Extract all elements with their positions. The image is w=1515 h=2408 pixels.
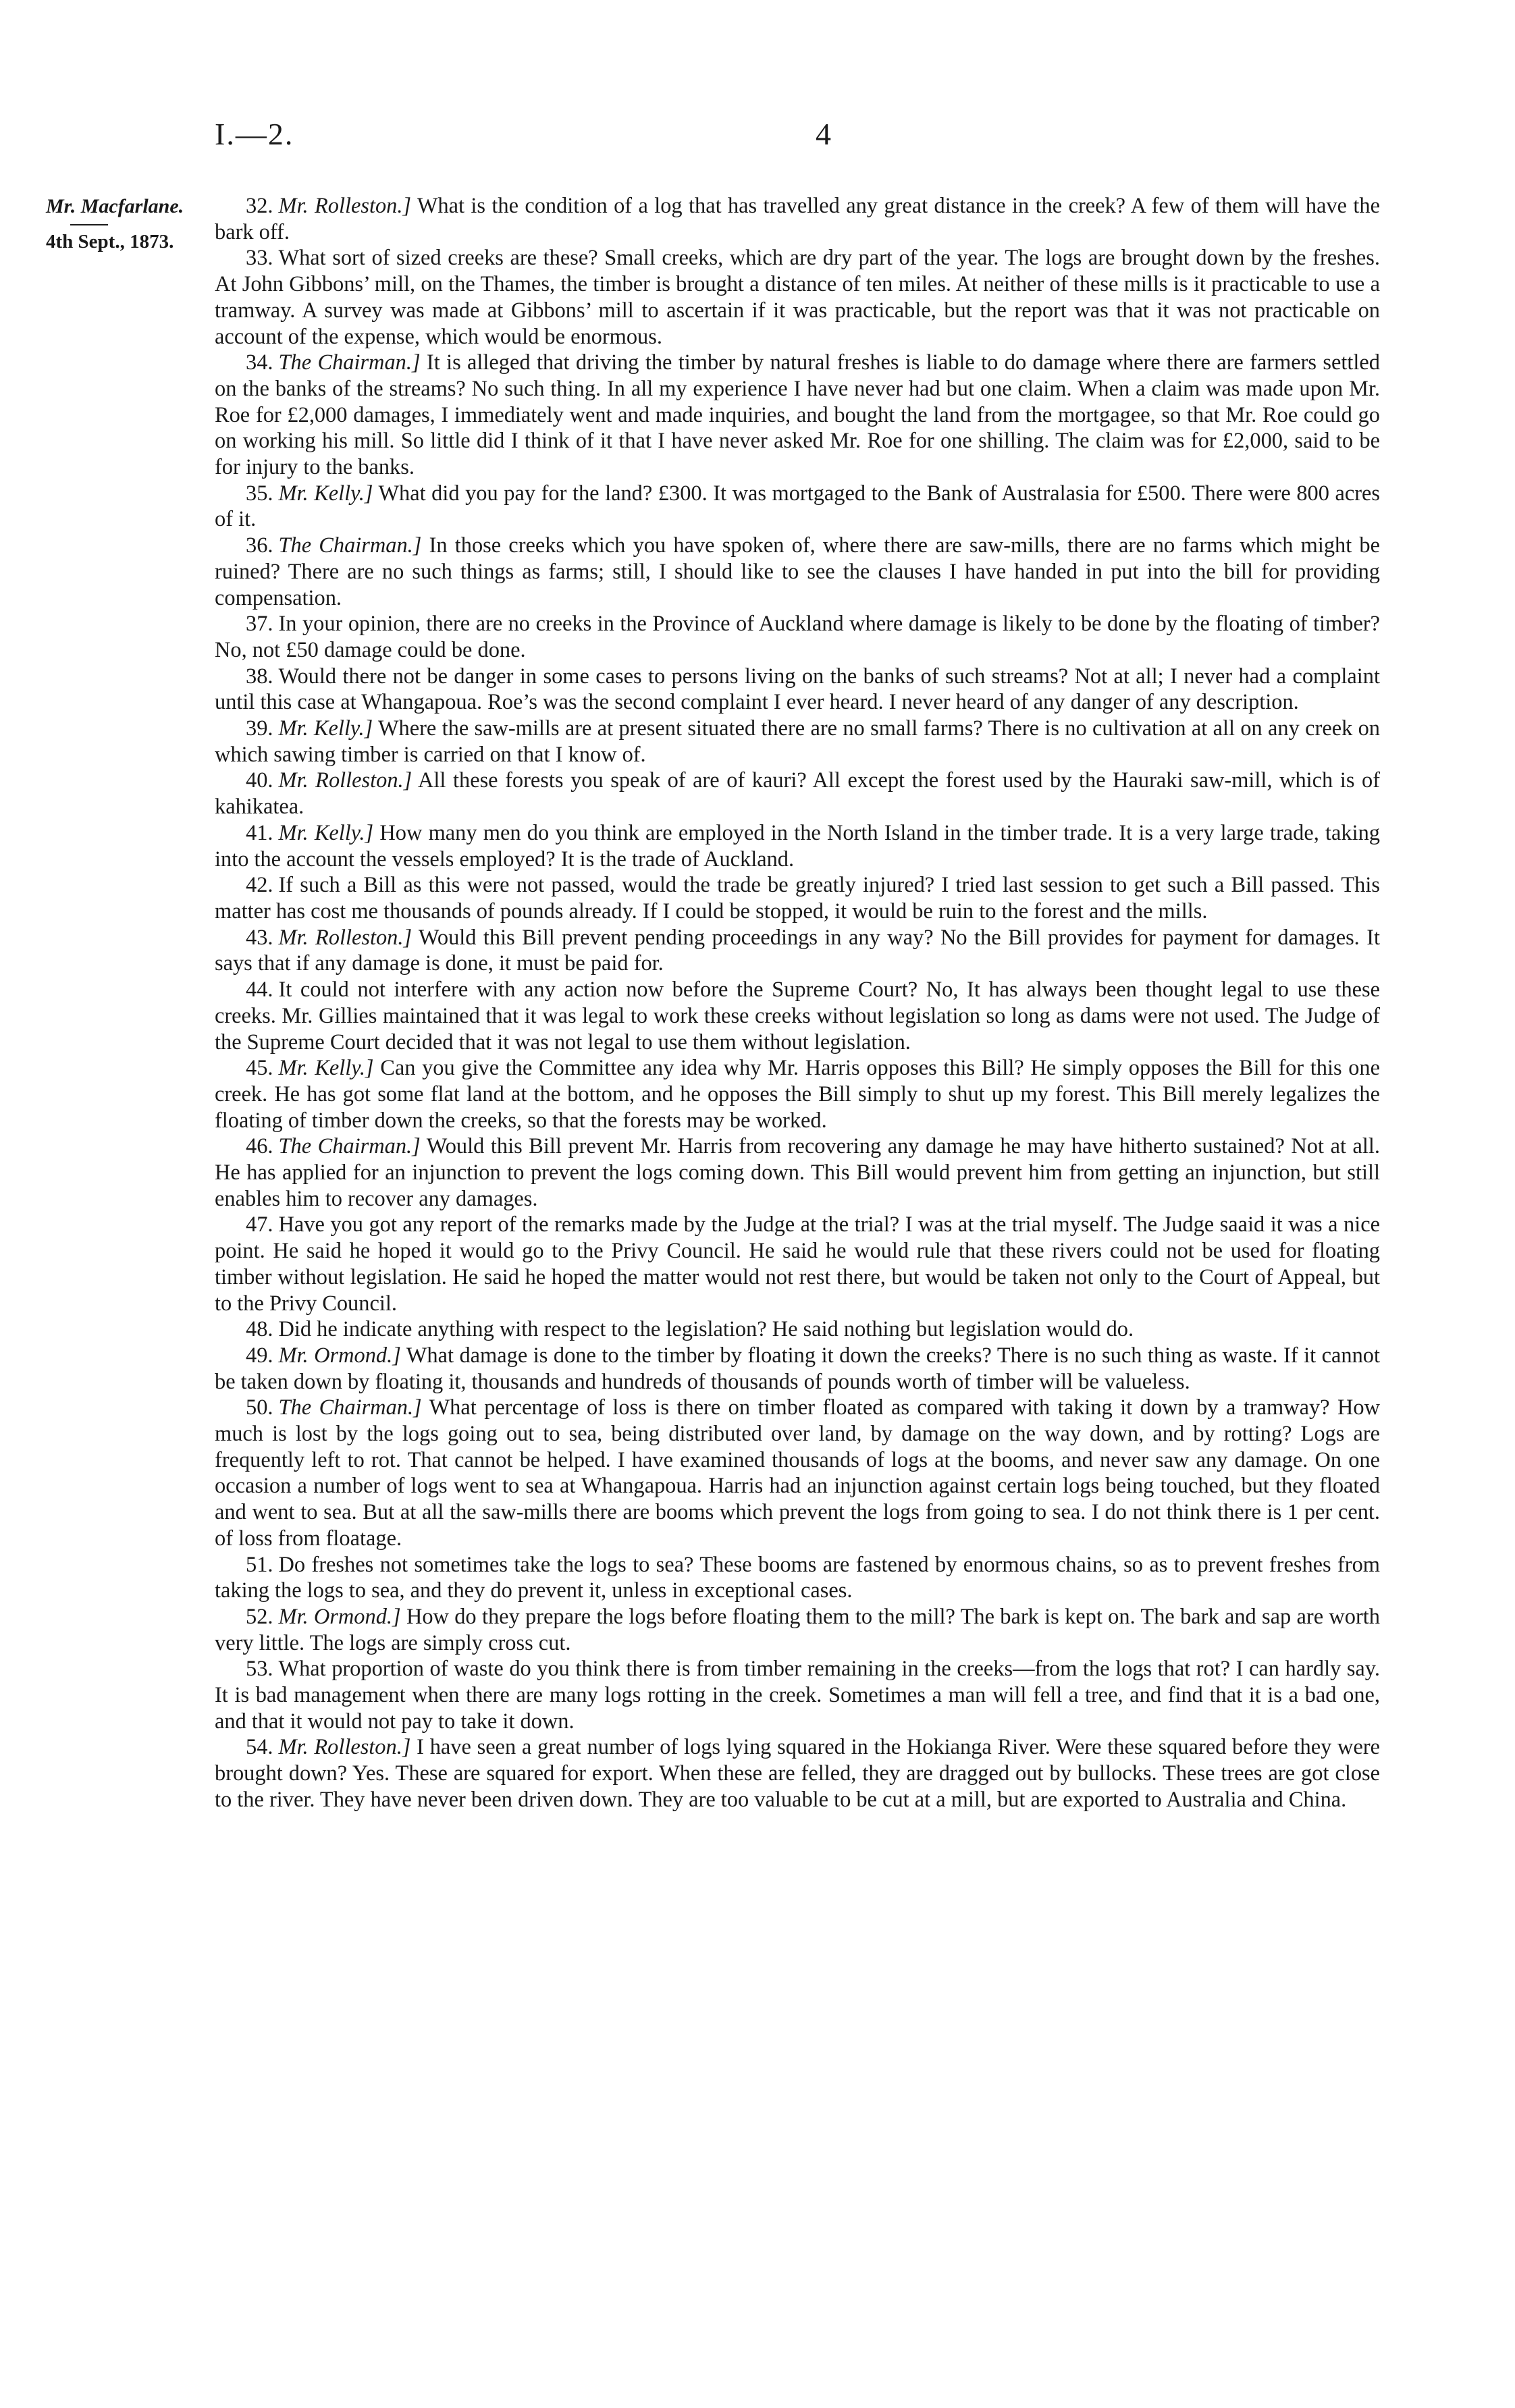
question-paragraph [215,193,1380,245]
speaker-name: Mr. Rolleston.] [278,925,413,950]
question-text: How many men do you think are employed in the North Island in the timber trade. It is a very large trade, taking into the account the vessels employed? It is the trade of Auckland. [215,820,1380,872]
question-paragraph [215,1212,1380,1316]
question-number: 44. [246,978,273,1002]
question-number: 43. [246,925,273,950]
speaker-name: Mr. Rolleston.] [278,194,412,218]
question-paragraph [215,245,1380,350]
question-text: Would there not be danger in some cases to persons living on the banks of such streams? Not at all; I never had a complaint until this case at Whangapoua. Roe’s was the second complaint I ever heard. I never heard of any danger of any description. [215,664,1380,715]
question-text: What damage is done to the timber by floating it down the creeks? There is no such thing as waste. If it cannot be taken down by floating it, thousands and hundreds of thousands of pounds worth of timber will be valueless. [215,1343,1380,1394]
margin-witness: Mr. Macfarlane. [46,195,184,217]
question-number: 49. [246,1343,273,1368]
question-text: What percentage of loss is there on timber floated as compared with taking it down by a tramway? How much is lost by the logs going out to sea, being distributed over land, by damage on the way down, and by rotting? Logs are frequently left to rot. That cannot be helped. I have examined thousands of logs at the booms, and never saw any damage. On one occasion a number of logs went to sea at Whangapoua. Harris had an injunction against certain logs being touched, but they floated and went to sea. But at all the saw-mills there are booms which prevent the logs from going to sea. I do not think there is 1 per cent. of loss from floatage. [215,1395,1380,1551]
speaker-name: Mr. Ormond.] [278,1604,401,1629]
question-number: 32. [246,194,273,218]
question-number: 41. [246,820,273,845]
speaker-name: Mr. Kelly.] [278,481,373,506]
question-number: 35. [246,481,273,506]
question-paragraph [215,1316,1380,1343]
page-header [215,116,1376,157]
question-text: In those creeks which you have spoken of, where there are saw-mills, there are no farms which might be ruined? There are no such things as farms; still, I should like to see the clauses I have handed in put into the bill for providing compensation. [215,533,1380,610]
question-paragraph [215,350,1380,481]
document-reference: I.—2. [215,117,294,151]
question-text: It is alleged that driving the timber by natural freshes is liable to do damage where there are farmers settled on the banks of the streams? No such thing. In all my experience I have never had but one claim. When a claim was made upon Mr. Roe for £2,000 damages, I immediately went and made inquiries, and bought the land from the mortgagee, so that Mr. Roe could go on working his mill. So little did I think of it that I have never asked Mr. Roe for one shilling. The claim was for £2,000, said to be for injury to the banks. [215,350,1380,480]
question-text: All these forests you speak of are of kauri? All except the forest used by the Hauraki saw-mill, which is of kahikatea. [215,768,1380,820]
question-paragraph [215,1133,1380,1212]
question-text: What sort of sized creeks are these? Small creeks, which are dry part of the year. The logs are brought down by the freshes. At John Gibbons’ mill, on the Thames, the timber is brought a distance of ten miles. At neither of these mills is it practicable to use a tramway. A survey was made at Gibbons’ mill to ascertain if it was practicable, but the report was that it was not practicable on account of the expense, which would be enormous. [215,246,1380,349]
question-number: 52. [246,1604,273,1629]
question-text: Would this Bill prevent Mr. Harris from recovering any damage he may have hitherto sustained? Not at all. He has applied for an injunction to prevent the logs coming down. This Bill would prevent him from getting an injunction, but still enables him to recover any damages. [215,1134,1380,1211]
question-text: I have seen a great number of logs lying squared in the Hokianga River. Were these squared before they were brought down? Yes. These are squared for export. When these are felled, they are dragged out by bullocks. These trees are got close to the river. They have never been driven down. They are too valuable to be cut at a mill, but are exported to Australia and China. [215,1735,1380,1812]
margin-note [46,193,208,255]
question-text: Can you give the Committee any idea why Mr. Harris opposes this Bill? He simply opposes the Bill for this one creek. He has got some flat land at the bottom, and he opposes the Bill simply to shut up my forest. This Bill merely legalizes the floating of timber down the creeks, so that the forests may be worked. [215,1056,1380,1133]
question-text: What proportion of waste do you think there is from timber remaining in the creeks—from the logs that rot? I can hardly say. It is bad management when there are many logs rotting in the creek. Sometimes a man will fell a tree, and find that it is a bad one, and that it would not pay to take it down. [215,1657,1380,1734]
question-number: 39. [246,716,273,741]
question-paragraph [215,1552,1380,1604]
speaker-name: Mr. Kelly.] [278,716,373,741]
question-number: 51. [246,1552,273,1577]
question-paragraph [215,768,1380,820]
question-paragraph [215,820,1380,872]
speaker-name: The Chairman.] [278,1395,422,1420]
question-text: It could not interfere with any action now before the Supreme Court? No, It has always been thought legal to use these creeks. Mr. Gillies maintained that it was legal to work these creeks without legislation so long as dams were not used. The Judge of the Supreme Court decided that it was not legal to use them without legislation. [215,978,1380,1054]
question-number: 37. [246,612,273,637]
question-paragraph [215,664,1380,716]
question-number: 54. [246,1735,273,1760]
question-text: If such a Bill as this were not passed, would the trade be greatly injured? I tried last session to get such a Bill passed. This matter has cost me thousands of pounds already. If I could be stopped, it would be ruin to the forest and the mills. [215,873,1380,924]
speaker-name: The Chairman.] [278,350,421,375]
question-paragraph [215,1734,1380,1813]
question-text: Did he indicate anything with respect to the legislation? He said nothing but legislation would do. [278,1317,1134,1342]
question-number: 53. [246,1657,273,1682]
question-text: How do they prepare the logs before floating them to the mill? The bark is kept on. The bark and sap are worth very little. The logs are simply cross cut. [215,1604,1380,1655]
question-number: 42. [246,873,273,898]
question-text: What is the condition of a log that has travelled any great distance in the creek? A few of them will have the bark off. [215,194,1381,244]
speaker-name: Mr. Kelly.] [278,820,374,845]
question-number: 36. [246,533,273,558]
question-paragraph [215,611,1380,663]
question-number: 46. [246,1134,273,1159]
question-paragraph [215,716,1380,768]
question-number: 45. [246,1056,273,1081]
question-text: In your opinion, there are no creeks in the Province of Auckland where damage is likely to be done by the floating of timber? No, not £50 damage could be done. [215,612,1380,662]
question-paragraph [215,925,1380,977]
speaker-name: Mr. Rolleston.] [278,768,413,793]
question-number: 40. [246,768,273,793]
speaker-name: Mr. Kelly.] [278,1056,374,1081]
question-text: Would this Bill prevent pending proceedings in any way? No the Bill provides for payment for damages. It says that if any damage is done, it must be paid for. [215,925,1380,976]
question-text: Where the saw-mills are at present situated there are no small farms? There is no cultivation at all on any creek on which sawing timber is carried on that I know of. [215,716,1381,767]
question-number: 50. [246,1395,273,1420]
speaker-name: Mr. Ormond.] [278,1343,401,1368]
margin-divider [70,224,108,225]
speaker-name: Mr. Rolleston.] [278,1735,411,1760]
question-number: 47. [246,1212,273,1237]
question-text: Have you got any report of the remarks made by the Judge at the trial? I was at the trial myself. The Judge saaid it was a nice point. He said he hoped it would go to the Privy Council. He said he would rule that these rivers could not be used for floating timber without legislation. He said he hoped the matter would not rest there, but would be taken not only to the Court of Appeal, but to the Privy Council. [215,1212,1380,1316]
question-paragraph [215,872,1380,924]
page-number: 4 [816,117,831,151]
question-number: 38. [246,664,273,689]
margin-date: 4th Sept., 1873. [46,231,174,252]
question-text: Do freshes not sometimes take the logs to sea? These booms are fastened by enormous chains, so as to prevent freshes from taking the logs to sea, and they do prevent it, unless in exceptional cases. [215,1552,1380,1603]
speaker-name: The Chairman.] [278,1134,421,1159]
question-paragraph [215,1656,1380,1734]
evidence-text [215,193,1380,1813]
question-number: 48. [246,1317,273,1342]
speaker-name: The Chairman.] [278,533,422,558]
question-paragraph [215,481,1380,533]
question-paragraph [215,533,1380,611]
question-paragraph [215,1343,1380,1395]
question-paragraph [215,1604,1380,1656]
question-paragraph [215,1055,1380,1133]
question-paragraph [215,977,1380,1055]
question-paragraph [215,1395,1380,1551]
question-number: 34. [246,350,273,375]
question-number: 33. [246,246,273,271]
question-text: What did you pay for the land? £300. It was mortgaged to the Bank of Australasia for £500. There were 800 acres of it. [215,481,1380,532]
